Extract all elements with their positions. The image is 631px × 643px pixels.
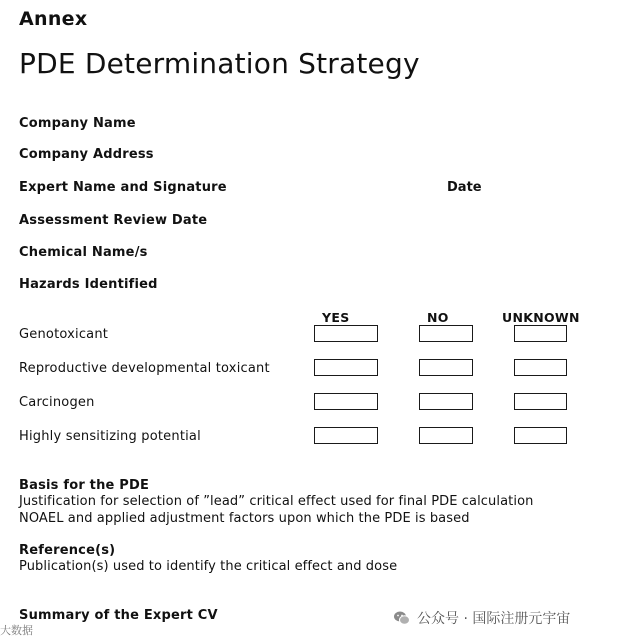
unknown-checkbox[interactable] xyxy=(514,393,567,410)
references-line: Publication(s) used to identify the critical effect and dose xyxy=(19,559,398,574)
hazard-label: Reproductive developmental toxicant xyxy=(19,361,270,376)
basis-line: NOAEL and applied adjustment factors upon which the PDE is based xyxy=(19,511,470,526)
hazard-label: Highly sensitizing potential xyxy=(19,429,201,444)
no-checkbox[interactable] xyxy=(419,359,473,376)
yes-checkbox[interactable] xyxy=(314,427,378,444)
field-chemical-names: Chemical Name/s xyxy=(19,245,148,260)
yes-checkbox[interactable] xyxy=(314,393,378,410)
wechat-icon xyxy=(393,609,411,627)
hazard-label: Genotoxicant xyxy=(19,327,109,342)
unknown-checkbox[interactable] xyxy=(514,427,567,444)
field-date: Date xyxy=(447,180,482,195)
hazard-label: Carcinogen xyxy=(19,395,95,410)
field-expert-name-signature: Expert Name and Signature xyxy=(19,180,227,195)
basis-heading: Basis for the PDE xyxy=(19,478,150,493)
no-checkbox[interactable] xyxy=(419,325,473,342)
references-heading: Reference(s) xyxy=(19,543,116,558)
watermark-left-text: 大数据 xyxy=(0,624,33,637)
yes-checkbox[interactable] xyxy=(314,359,378,376)
field-hazards-identified: Hazards Identified xyxy=(19,277,158,292)
field-company-address: Company Address xyxy=(19,147,154,162)
annex-heading: Annex xyxy=(19,8,88,30)
unknown-checkbox[interactable] xyxy=(514,359,567,376)
watermark xyxy=(393,608,570,628)
column-header-unknown: UNKNOWN xyxy=(502,310,580,325)
page-title: PDE Determination Strategy xyxy=(19,47,420,80)
column-header-no: NO xyxy=(427,310,449,325)
field-company-name: Company Name xyxy=(19,116,136,131)
column-header-yes: YES xyxy=(322,310,350,325)
watermark-text: 公众号 · 国际注册元宇宙 xyxy=(417,611,571,627)
yes-checkbox[interactable] xyxy=(314,325,378,342)
unknown-checkbox[interactable] xyxy=(514,325,567,342)
field-assessment-review-date: Assessment Review Date xyxy=(19,213,208,228)
basis-line: Justification for selection of ”lead” critical effect used for final PDE calculation xyxy=(19,494,534,509)
summary-heading: Summary of the Expert CV xyxy=(19,608,218,623)
watermark-left xyxy=(0,622,33,638)
no-checkbox[interactable] xyxy=(419,393,473,410)
no-checkbox[interactable] xyxy=(419,427,473,444)
